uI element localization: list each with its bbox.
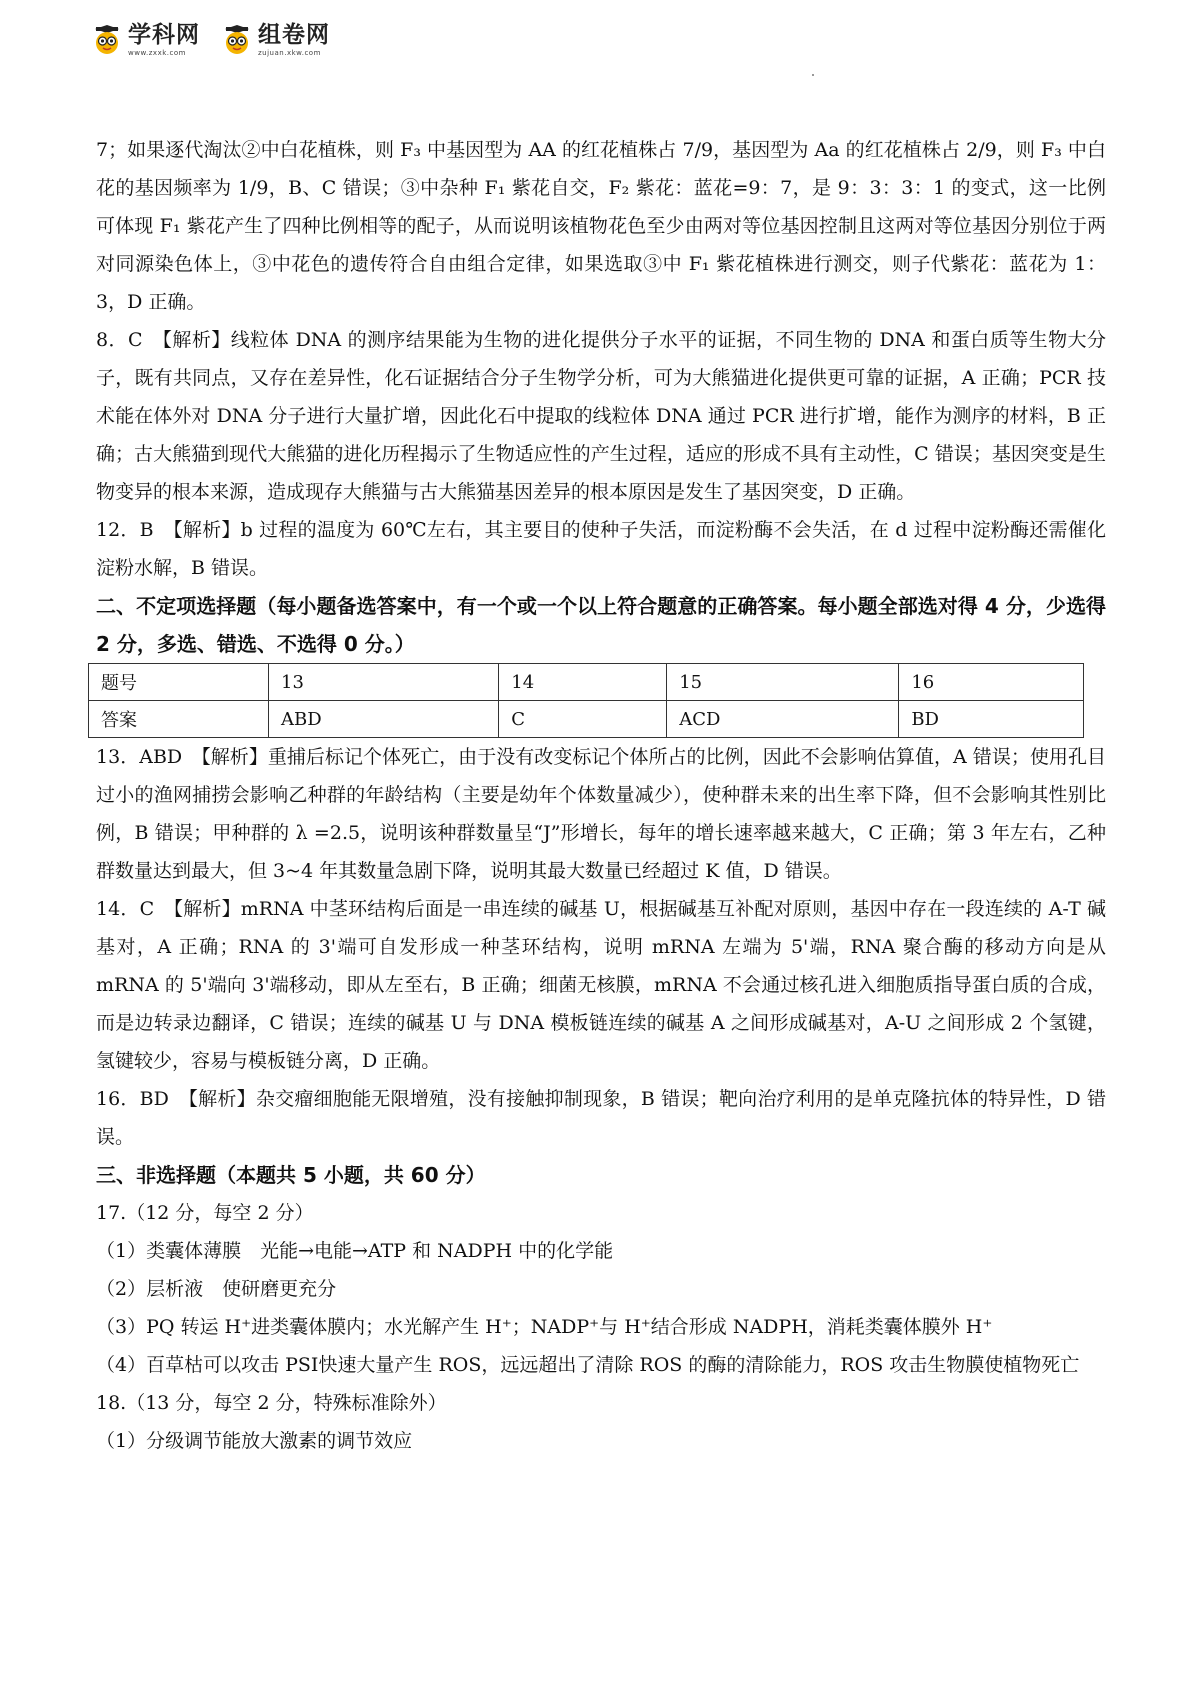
table-row [89,664,1084,701]
answer-16-explanation: 16．BD 【解析】杂交瘤细胞能无限增殖，没有接触抑制现象，B 错误；靶向治疗利用的是单克隆抗体的特异性，D 错误。 [96,1088,1106,1148]
answer-12-explanation: 12．B 【解析】b 过程的温度为 60℃左右，其主要目的使种子失活，而淀粉酶不会失活，在 d 过程中淀粉酶还需催化淀粉水解，B 错误。 [96,519,1106,579]
table-cell: ACD [667,701,899,738]
table-cell: 13 [269,664,499,701]
table-cell: 16 [899,664,1084,701]
table-cell: ABD [269,701,499,738]
section-2-heading: 二、不定项选择题（每小题备选答案中，有一个或一个以上符合题意的正确答案。每小题全部选对得 4 分，少选得 2 分，多选、错选、不选得 0 分。） [96,594,1106,656]
table-cell: C [499,701,667,738]
logo-url: zujuan.xkw.com [258,48,321,57]
question-17-part-1: （1）类囊体薄膜 光能→电能→ATP 和 NADPH 中的化学能 [96,1240,614,1262]
table-row [89,701,1084,738]
question-17-part-4: （4）百草枯可以攻击 PSⅠ快速大量产生 ROS，远远超出了清除 ROS 的酶的清除能力，ROS 攻击生物膜使植物死亡 [96,1354,1080,1376]
table-cell: 15 [667,664,899,701]
answer-13-explanation: 13．ABD 【解析】重捕后标记个体死亡，由于没有改变标记个体所占的比例，因此不会影响估算值，A 错误；使用孔目过小的渔网捕捞会影响乙种群的年龄结构（主要是幼年个体数量减少），使种群未来的出生率下降，但不会影响其性别比例，B 错误；甲种群的 λ =2.5，说明该种群数量呈“J”形增长，每年的增长速率越来越大，C 正确；第 3 年左右，乙种群数量达到最大，但 3~4 年其数量急剧下降，说明其最大数量已经超过 K 值，D 错误。 [96,746,1106,882]
stray-dot [812,74,814,76]
owl-mascot-icon [92,25,122,55]
table-cell: BD [899,701,1084,738]
table-cell: 答案 [89,701,269,738]
logo-name: 学科网 [128,21,200,48]
table-cell: 14 [499,664,667,701]
section-3-heading: 三、非选择题（本题共 5 小题，共 60 分） [96,1163,486,1187]
question-17-header: 17.（12 分，每空 2 分） [96,1202,314,1224]
document-body [96,131,1106,1460]
header [92,18,330,62]
answer-14-explanation: 14．C 【解析】mRNA 中茎环结构后面是一串连续的碱基 U，根据碱基互补配对原则，基因中存在一段连续的 A-T 碱基对，A 正确；RNA 的 3'端可自发形成一种茎环结构，说明 mRNA 左端为 5'端，RNA 聚合酶的移动方向是从 mRNA 的 5'端向 3'端移动，即从左至右，B 正确；细菌无核膜，mRNA 不会通过核孔进入细胞质指导蛋白质的合成，而是边转录边翻译，C 错误；连续的碱基 U 与 DNA 模板链连续的碱基 A 之间形成碱基对，A-U 之间形成 2 个氢键，氢键较少，容易与模板链分离，D 正确。 [96,898,1106,1072]
logo-zxxk[interactable] [92,21,200,57]
answer-8-explanation: 8．C 【解析】线粒体 DNA 的测序结果能为生物的进化提供分子水平的证据，不同生物的 DNA 和蛋白质等生物大分子，既有共同点，又存在差异性，化石证据结合分子生物学分析，可为大熊猫进化提供更可靠的证据，A 正确；PCR 技术能在体外对 DNA 分子进行大量扩增，因此化石中提取的线粒体 DNA 通过 PCR 进行扩增，能作为测序的材料，B 正确；古大熊猫到现代大熊猫的进化历程揭示了生物适应性的产生过程，适应的形成不具有主动性，C 错误；基因突变是生物变异的根本来源，造成现存大熊猫与古大熊猫基因差异的根本原因是发生了基因突变，D 正确。 [96,329,1106,503]
question-18-part-1: （1）分级调节能放大激素的调节效应 [96,1430,413,1452]
logo-zujuan[interactable] [222,21,330,57]
question-18-header: 18.（13 分，每空 2 分，特殊标准除外） [96,1392,447,1414]
question-17-part-3: （3）PQ 转运 H⁺进类囊体膜内；水光解产生 H⁺；NADP⁺与 H⁺结合形成 NADPH，消耗类囊体膜外 H⁺ [96,1316,993,1338]
owl-mascot-icon [222,25,252,55]
answer-table [88,663,1084,738]
logo-name: 组卷网 [258,21,330,48]
question-17-part-2: （2）层析液 使研磨更充分 [96,1278,337,1300]
table-cell: 题号 [89,664,269,701]
answer-7-explanation: 7；如果逐代淘汰②中白花植株，则 F₃ 中基因型为 AA 的红花植株占 7/9，基因型为 Aa 的红花植株占 2/9，则 F₃ 中白花的基因频率为 1/9，B、C 错误；③中杂种 F₁ 紫花自交，F₂ 紫花：蓝花=9：7，是 9：3：3：1 的变式，这一比例可体现 F₁ 紫花产生了四种比例相等的配子，从而说明该植物花色至少由两对等位基因控制且这两对等位基因分别位于两对同源染色体上，③中花色的遗传符合自由组合定律，如果选取③中 F₁ 紫花植株进行测交，则子代紫花：蓝花为 1：3，D 正确。 [96,139,1106,313]
logo-url: www.zxxk.com [128,48,186,57]
